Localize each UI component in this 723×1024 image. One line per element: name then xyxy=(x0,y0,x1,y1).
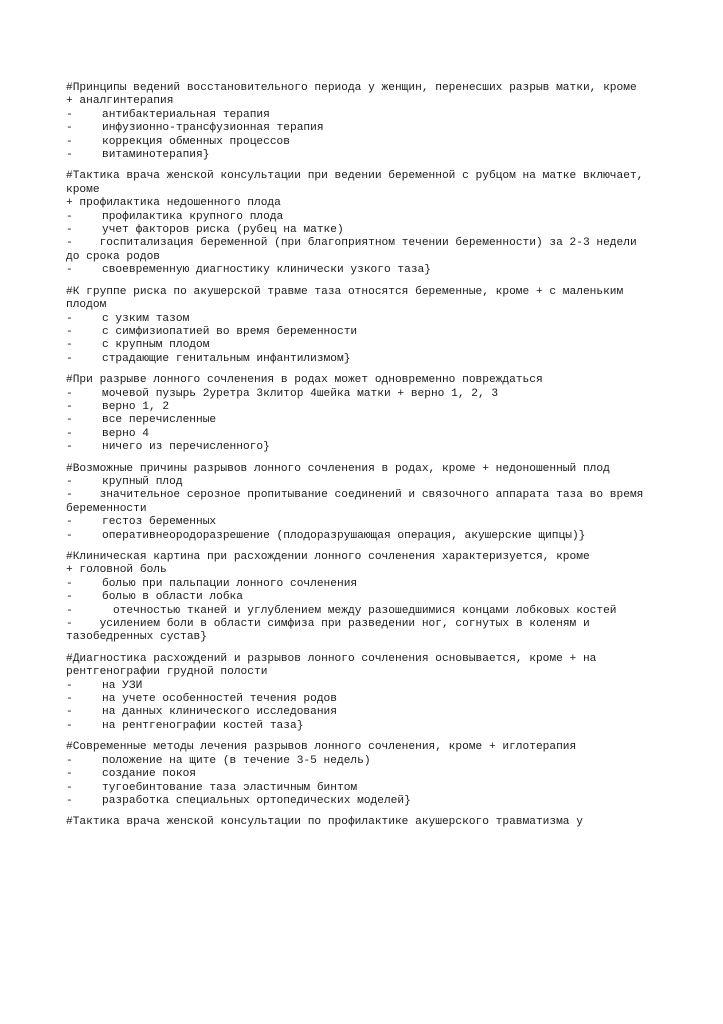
question-text: #Диагностика расхождений и разрывов лонного сочленения основывается, кроме + на рентгенографии грудной полости xyxy=(66,652,604,679)
option-dash: - xyxy=(66,264,73,277)
option-text: мочевой пузырь 2уретра 3клитор 4шейка матки + верно 1, 2, 3 xyxy=(102,387,499,400)
option-dash: - xyxy=(66,427,73,440)
option-dash: - xyxy=(66,237,73,250)
option-text: значительное серозное пропитывание соединений и связочного аппарата таза во время беременности xyxy=(66,489,651,515)
option-text: на учете особенностей течения родов xyxy=(102,693,337,706)
answer-option-wrapped xyxy=(66,237,656,264)
answer-option xyxy=(66,109,656,122)
option-dash: - xyxy=(66,108,73,121)
option-text: профилактика крупного плода xyxy=(102,210,284,223)
option-text: положение на щите (в течение 3-5 недель) xyxy=(102,754,371,767)
answer-option xyxy=(66,388,656,401)
answer-option-wrapped xyxy=(66,605,656,618)
answer-option xyxy=(66,122,656,135)
answer-option xyxy=(66,339,656,352)
option-text: госпитализация беременной (при благоприятном течении беременности) за 2-3 недели до срока родов xyxy=(66,237,644,263)
option-text: тугоебинтование таза эластичным бинтом xyxy=(102,781,358,794)
question-text: #К группе риска по акушерской травме таза относятся беременные, кроме + с маленьким плодом xyxy=(66,285,630,312)
correct-answer: + аналгинтерапия xyxy=(66,95,174,108)
option-text: усилением боли в области симфиза при разведении ног, согнутых в коленям и тазобедренных сустав} xyxy=(66,618,597,644)
answer-option xyxy=(66,755,656,768)
option-text: отечностью тканей и углублением между разошедшимися концами лобковых костей xyxy=(99,604,617,617)
option-dash: - xyxy=(66,591,73,604)
option-dash: - xyxy=(66,224,73,237)
option-text: болью в области лобка xyxy=(102,591,243,604)
question-text: #Возможные причины разрывов лонного сочленения в родах, кроме + недоношенный плод xyxy=(66,462,610,475)
document-page xyxy=(66,82,656,838)
question-text: #При разрыве лонного сочленения в родах может одновременно повреждаться xyxy=(66,374,543,387)
option-text: с узким тазом xyxy=(102,312,190,325)
option-text: крупный плод xyxy=(102,475,183,488)
answer-option xyxy=(66,264,656,277)
answer-option xyxy=(66,401,656,414)
answer-option xyxy=(66,414,656,427)
option-dash: - xyxy=(66,768,73,781)
answer-option xyxy=(66,326,656,339)
question-block xyxy=(66,170,656,277)
option-dash: - xyxy=(66,679,73,692)
question-block xyxy=(66,286,656,366)
option-text: разработка специальных ортопедических моделей} xyxy=(102,794,411,807)
question-text: #Принципы ведений восстановительного периода у женщин, перенесших разрыв матки, кроме xyxy=(66,82,637,94)
option-text: с симфизиопатией во время беременности xyxy=(102,325,358,338)
answer-option xyxy=(66,224,656,237)
answer-option xyxy=(66,795,656,808)
option-dash: - xyxy=(66,529,73,542)
option-dash: - xyxy=(66,794,73,807)
correct-answer: + профилактика недошенного плода xyxy=(66,197,281,210)
answer-option xyxy=(66,313,656,326)
question-text: #Тактика врача женской консультации при ведении беременной с рубцом на матке включает, кроме xyxy=(66,170,651,196)
question-text: #Современные методы лечения разрывов лонного сочленения, кроме + иглотерапия xyxy=(66,741,577,754)
option-dash: - xyxy=(66,475,73,488)
option-text: верно 4 xyxy=(102,427,149,440)
question-block xyxy=(66,816,656,829)
question-block xyxy=(66,741,656,808)
answer-option xyxy=(66,476,656,489)
option-dash: - xyxy=(66,693,73,706)
option-dash: - xyxy=(66,400,73,413)
option-text: витаминотерапия} xyxy=(102,149,210,162)
option-dash: - xyxy=(66,489,73,502)
correct-answer: + головной боль xyxy=(66,564,167,577)
option-text: гестоз беременных xyxy=(102,516,217,529)
option-dash: - xyxy=(66,441,73,454)
option-text: инфузионно-трансфузионная терапия xyxy=(102,122,324,135)
answer-option-wrapped xyxy=(66,489,656,516)
question-text: #Клиническая картина при расхождении лонного сочленения характеризуется, кроме xyxy=(66,551,590,563)
option-dash: - xyxy=(66,781,73,794)
answer-option xyxy=(66,353,656,366)
option-dash: - xyxy=(66,414,73,427)
option-text: на УЗИ xyxy=(102,679,143,692)
answer-option xyxy=(66,136,656,149)
question-block xyxy=(66,653,656,733)
answer-option xyxy=(66,441,656,454)
option-text: с крупным плодом xyxy=(102,339,210,352)
option-dash: - xyxy=(66,706,73,719)
option-text: верно 1, 2 xyxy=(102,400,170,413)
answer-option-wrapped xyxy=(66,618,656,645)
answer-option xyxy=(66,211,656,224)
option-text: страдающие генитальным инфантилизмом} xyxy=(102,352,351,365)
option-dash: - xyxy=(66,516,73,529)
option-dash: - xyxy=(66,719,73,732)
option-text: коррекция обменных процессов xyxy=(102,135,290,148)
option-dash: - xyxy=(66,149,73,162)
answer-option xyxy=(66,768,656,781)
answer-option xyxy=(66,693,656,706)
option-text: своевременную диагностику клинически узкого таза} xyxy=(102,264,431,277)
option-dash: - xyxy=(66,577,73,590)
option-dash: - xyxy=(66,210,73,223)
option-dash: - xyxy=(66,339,73,352)
answer-option xyxy=(66,530,656,543)
option-dash: - xyxy=(66,754,73,767)
option-dash: - xyxy=(66,618,73,631)
option-text: на данных клинического исследования xyxy=(102,706,337,719)
question-block xyxy=(66,82,656,162)
option-text: антибактериальная терапия xyxy=(102,108,270,121)
question-block xyxy=(66,374,656,454)
option-text: все перечисленные xyxy=(102,414,217,427)
question-block xyxy=(66,551,656,645)
answer-option xyxy=(66,578,656,591)
option-dash: - xyxy=(66,387,73,400)
answer-option xyxy=(66,706,656,719)
answer-option xyxy=(66,782,656,795)
option-dash: - xyxy=(66,352,73,365)
question-text: #Тактика врача женской консультации по профилактике акушерского травматизма у xyxy=(66,816,583,829)
answer-option xyxy=(66,149,656,162)
answer-option xyxy=(66,516,656,529)
option-dash: - xyxy=(66,604,73,617)
option-text: ничего из перечисленного} xyxy=(102,441,270,454)
option-text: на рентгенографии костей таза} xyxy=(102,719,304,732)
answer-option xyxy=(66,720,656,733)
question-block xyxy=(66,463,656,543)
option-text: болью при пальпации лонного сочленения xyxy=(102,577,358,590)
answer-option xyxy=(66,680,656,693)
option-dash: - xyxy=(66,122,73,135)
option-dash: - xyxy=(66,325,73,338)
option-text: создание покоя xyxy=(102,768,196,781)
option-text: учет факторов риска (рубец на матке) xyxy=(102,224,344,237)
answer-option xyxy=(66,428,656,441)
answer-option xyxy=(66,591,656,604)
option-text: оперативнеородоразрешение (плодоразрушающая операция, акушерские щипцы)} xyxy=(102,529,586,542)
option-dash: - xyxy=(66,135,73,148)
option-dash: - xyxy=(66,312,73,325)
